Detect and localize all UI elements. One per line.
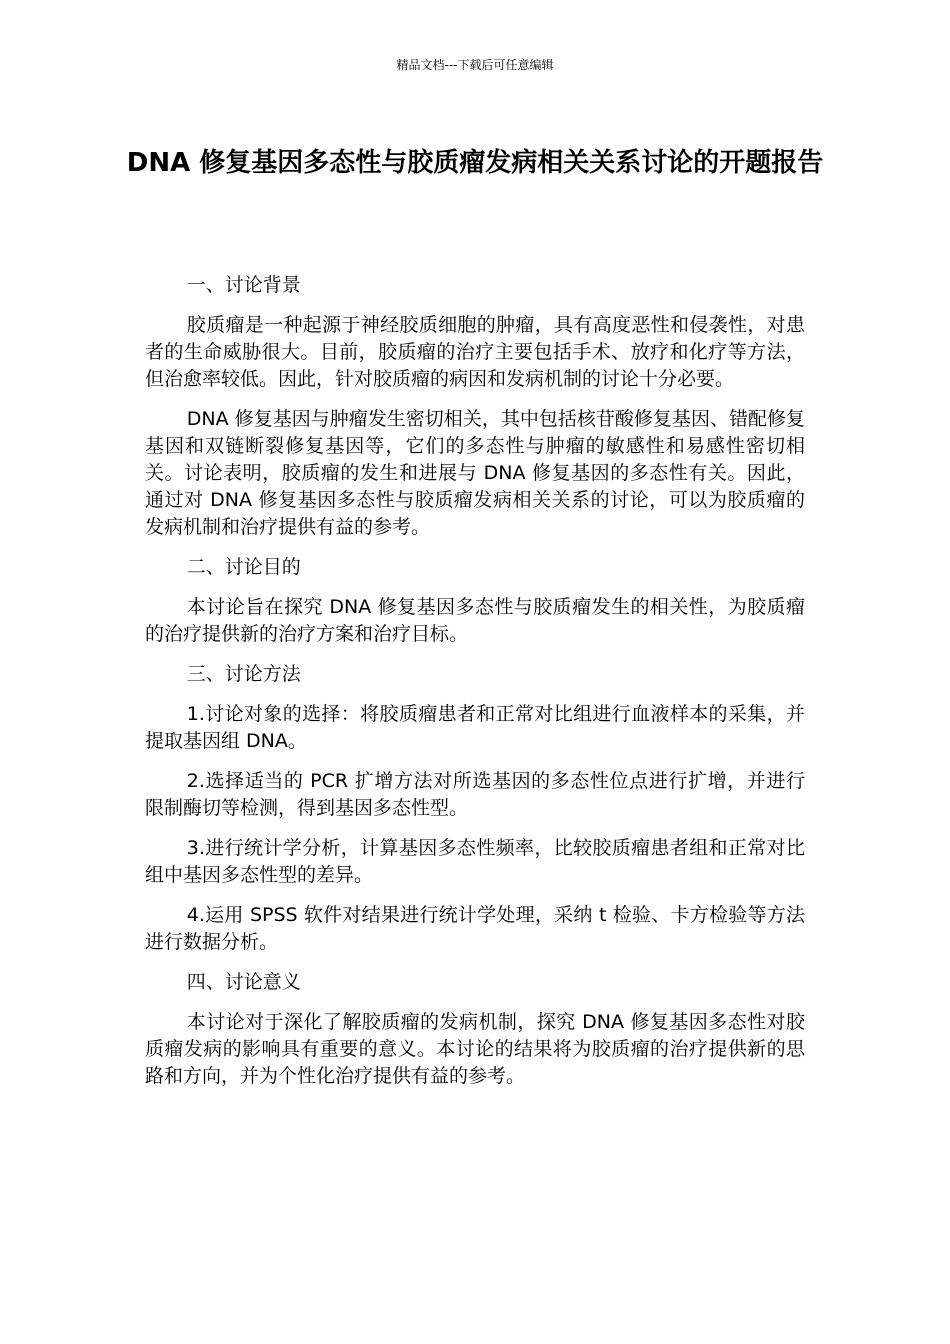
- paragraph-background-2: DNA 修复基因与肿瘤发生密切相关，其中包括核苷酸修复基因、错配修复基因和双链断裂修复基因等，它们的多态性与肿瘤的敏感性和易感性密切相关。讨论表明，胶质瘤的发生和进展与 DNA 修复基因的多态性有关。因此，通过对 DNA 修复基因多态性与胶质瘤发病相关关系的讨论，可以为胶质瘤的发病机制和治疗提供有益的参考。: [145, 408, 805, 538]
- paragraph-methods-4: 4.运用 SPSS 软件对结果进行统计学处理，采纳 t 检验、卡方检验等方法进行数据分析。: [145, 904, 805, 953]
- header-note: 精品文档---下载后可任意编辑: [396, 58, 554, 72]
- paragraph-background-1: 胶质瘤是一种起源于神经胶质细胞的肿瘤，具有高度恶性和侵袭性，对患者的生命威胁很大。目前，胶质瘤的治疗主要包括手术、放疗和化疗等方法，但治愈率较低。因此，针对胶质瘤的病因和发病机制的讨论十分必要。: [145, 314, 805, 390]
- section-heading-background: 一、讨论背景: [186, 274, 301, 296]
- section-heading-purpose: 二、讨论目的: [186, 556, 301, 578]
- document-body: [145, 272, 805, 1103]
- section-heading-significance: 四、讨论意义: [186, 971, 301, 993]
- paragraph-methods-1: 1.讨论对象的选择：将胶质瘤患者和正常对比组进行血液样本的采集，并提取基因组 DNA。: [145, 703, 805, 752]
- document-title: DNA 修复基因多态性与胶质瘤发病相关关系讨论的开题报告: [126, 148, 824, 178]
- paragraph-methods-3: 3.进行统计学分析，计算基因多态性频率，比较胶质瘤患者组和正常对比组中基因多态性型的差异。: [145, 837, 805, 886]
- paragraph-methods-2: 2.选择适当的 PCR 扩增方法对所选基因的多态性位点进行扩增，并进行限制酶切等检测，得到基因多态性型。: [145, 770, 805, 819]
- section-heading-methods: 三、讨论方法: [186, 663, 301, 685]
- paragraph-purpose-1: 本讨论旨在探究 DNA 修复基因多态性与胶质瘤发生的相关性，为胶质瘤的治疗提供新的治疗方案和治疗目标。: [145, 596, 805, 645]
- paragraph-significance-1: 本讨论对于深化了解胶质瘤的发病机制，探究 DNA 修复基因多态性对胶质瘤发病的影响具有重要的意义。本讨论的结果将为胶质瘤的治疗提供新的思路和方向，并为个性化治疗提供有益的参考。: [145, 1011, 805, 1087]
